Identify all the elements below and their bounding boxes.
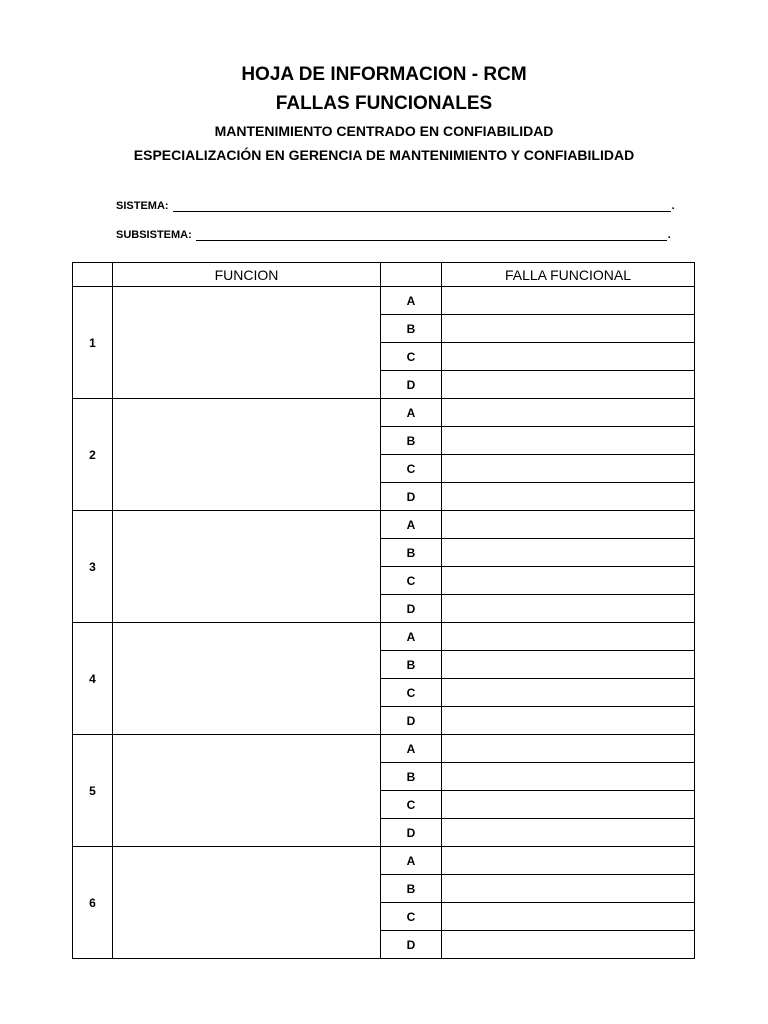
- functional-failure-cell[interactable]: [442, 847, 695, 875]
- functional-failure-cell[interactable]: [442, 371, 695, 399]
- fallas-table: [72, 262, 695, 959]
- functional-failure-cell[interactable]: [442, 399, 695, 427]
- failure-letter: A: [381, 511, 442, 539]
- functional-failure-cell[interactable]: [442, 931, 695, 959]
- functional-failure-cell[interactable]: [442, 623, 695, 651]
- failure-letter: D: [381, 595, 442, 623]
- subsistema-input-line[interactable]: [196, 231, 667, 241]
- failure-letter: C: [381, 791, 442, 819]
- failure-letter: D: [381, 371, 442, 399]
- functional-failure-cell[interactable]: [442, 651, 695, 679]
- subsistema-label: SUBSISTEMA:: [116, 229, 192, 241]
- failure-letter: C: [381, 567, 442, 595]
- functional-failure-cell[interactable]: [442, 483, 695, 511]
- failure-letter: D: [381, 707, 442, 735]
- functional-failure-cell[interactable]: [442, 343, 695, 371]
- subsistema-terminator: .: [667, 229, 671, 241]
- function-description-cell[interactable]: [113, 847, 381, 959]
- sistema-label: SISTEMA:: [116, 200, 169, 212]
- table-row: [73, 399, 695, 427]
- functional-failure-cell[interactable]: [442, 539, 695, 567]
- subsistema-field: [116, 229, 671, 241]
- function-description-cell[interactable]: [113, 399, 381, 511]
- failure-letter: C: [381, 903, 442, 931]
- functional-failure-cell[interactable]: [442, 819, 695, 847]
- failure-letter: A: [381, 735, 442, 763]
- function-number: 5: [73, 735, 113, 847]
- failure-letter: B: [381, 763, 442, 791]
- failure-letter: A: [381, 287, 442, 315]
- failure-letter: D: [381, 931, 442, 959]
- table-row: [73, 847, 695, 875]
- function-number: 6: [73, 847, 113, 959]
- functional-failure-cell[interactable]: [442, 903, 695, 931]
- sistema-field: [116, 200, 675, 212]
- function-number: 1: [73, 287, 113, 399]
- functional-failure-cell[interactable]: [442, 287, 695, 315]
- functional-failure-cell[interactable]: [442, 707, 695, 735]
- header-falla-funcional: FALLA FUNCIONAL: [442, 263, 695, 287]
- functional-failure-cell[interactable]: [442, 455, 695, 483]
- failure-letter: B: [381, 539, 442, 567]
- functional-failure-cell[interactable]: [442, 735, 695, 763]
- table-header-row: [73, 263, 695, 287]
- failure-letter: D: [381, 819, 442, 847]
- table-row: [73, 287, 695, 315]
- table-row: [73, 735, 695, 763]
- failure-letter: A: [381, 623, 442, 651]
- function-number: 2: [73, 399, 113, 511]
- functional-failure-cell[interactable]: [442, 511, 695, 539]
- functional-failure-cell[interactable]: [442, 315, 695, 343]
- sistema-terminator: .: [671, 200, 675, 212]
- failure-letter: C: [381, 455, 442, 483]
- functional-failure-cell[interactable]: [442, 875, 695, 903]
- function-description-cell[interactable]: [113, 623, 381, 735]
- failure-letter: C: [381, 343, 442, 371]
- function-number: 3: [73, 511, 113, 623]
- failure-letter: D: [381, 483, 442, 511]
- function-number: 4: [73, 623, 113, 735]
- function-description-cell[interactable]: [113, 511, 381, 623]
- failure-letter: B: [381, 651, 442, 679]
- table-row: [73, 511, 695, 539]
- sistema-input-line[interactable]: [173, 202, 671, 212]
- failure-letter: C: [381, 679, 442, 707]
- functional-failure-cell[interactable]: [442, 679, 695, 707]
- failure-letter: B: [381, 875, 442, 903]
- document-subtitle-1: MANTENIMIENTO CENTRADO EN CONFIABILIDAD: [214, 123, 554, 139]
- document-subtitle-2: ESPECIALIZACIÓN EN GERENCIA DE MANTENIMIENTO Y CONFIABILIDAD: [133, 147, 635, 163]
- table-row: [73, 623, 695, 651]
- functional-failure-cell[interactable]: [442, 427, 695, 455]
- functional-failure-cell[interactable]: [442, 595, 695, 623]
- document-subtitle-main: FALLAS FUNCIONALES: [275, 93, 493, 114]
- header-number-cell: [73, 263, 113, 287]
- header-letter-cell: [381, 263, 442, 287]
- header-funcion: FUNCION: [113, 263, 381, 287]
- functional-failure-cell[interactable]: [442, 791, 695, 819]
- failure-letter: B: [381, 315, 442, 343]
- functional-failure-cell[interactable]: [442, 763, 695, 791]
- failure-letter: B: [381, 427, 442, 455]
- document-title: HOJA DE INFORMACION - RCM: [241, 64, 527, 85]
- function-description-cell[interactable]: [113, 735, 381, 847]
- function-description-cell[interactable]: [113, 287, 381, 399]
- functional-failure-cell[interactable]: [442, 567, 695, 595]
- failure-letter: A: [381, 847, 442, 875]
- failure-letter: A: [381, 399, 442, 427]
